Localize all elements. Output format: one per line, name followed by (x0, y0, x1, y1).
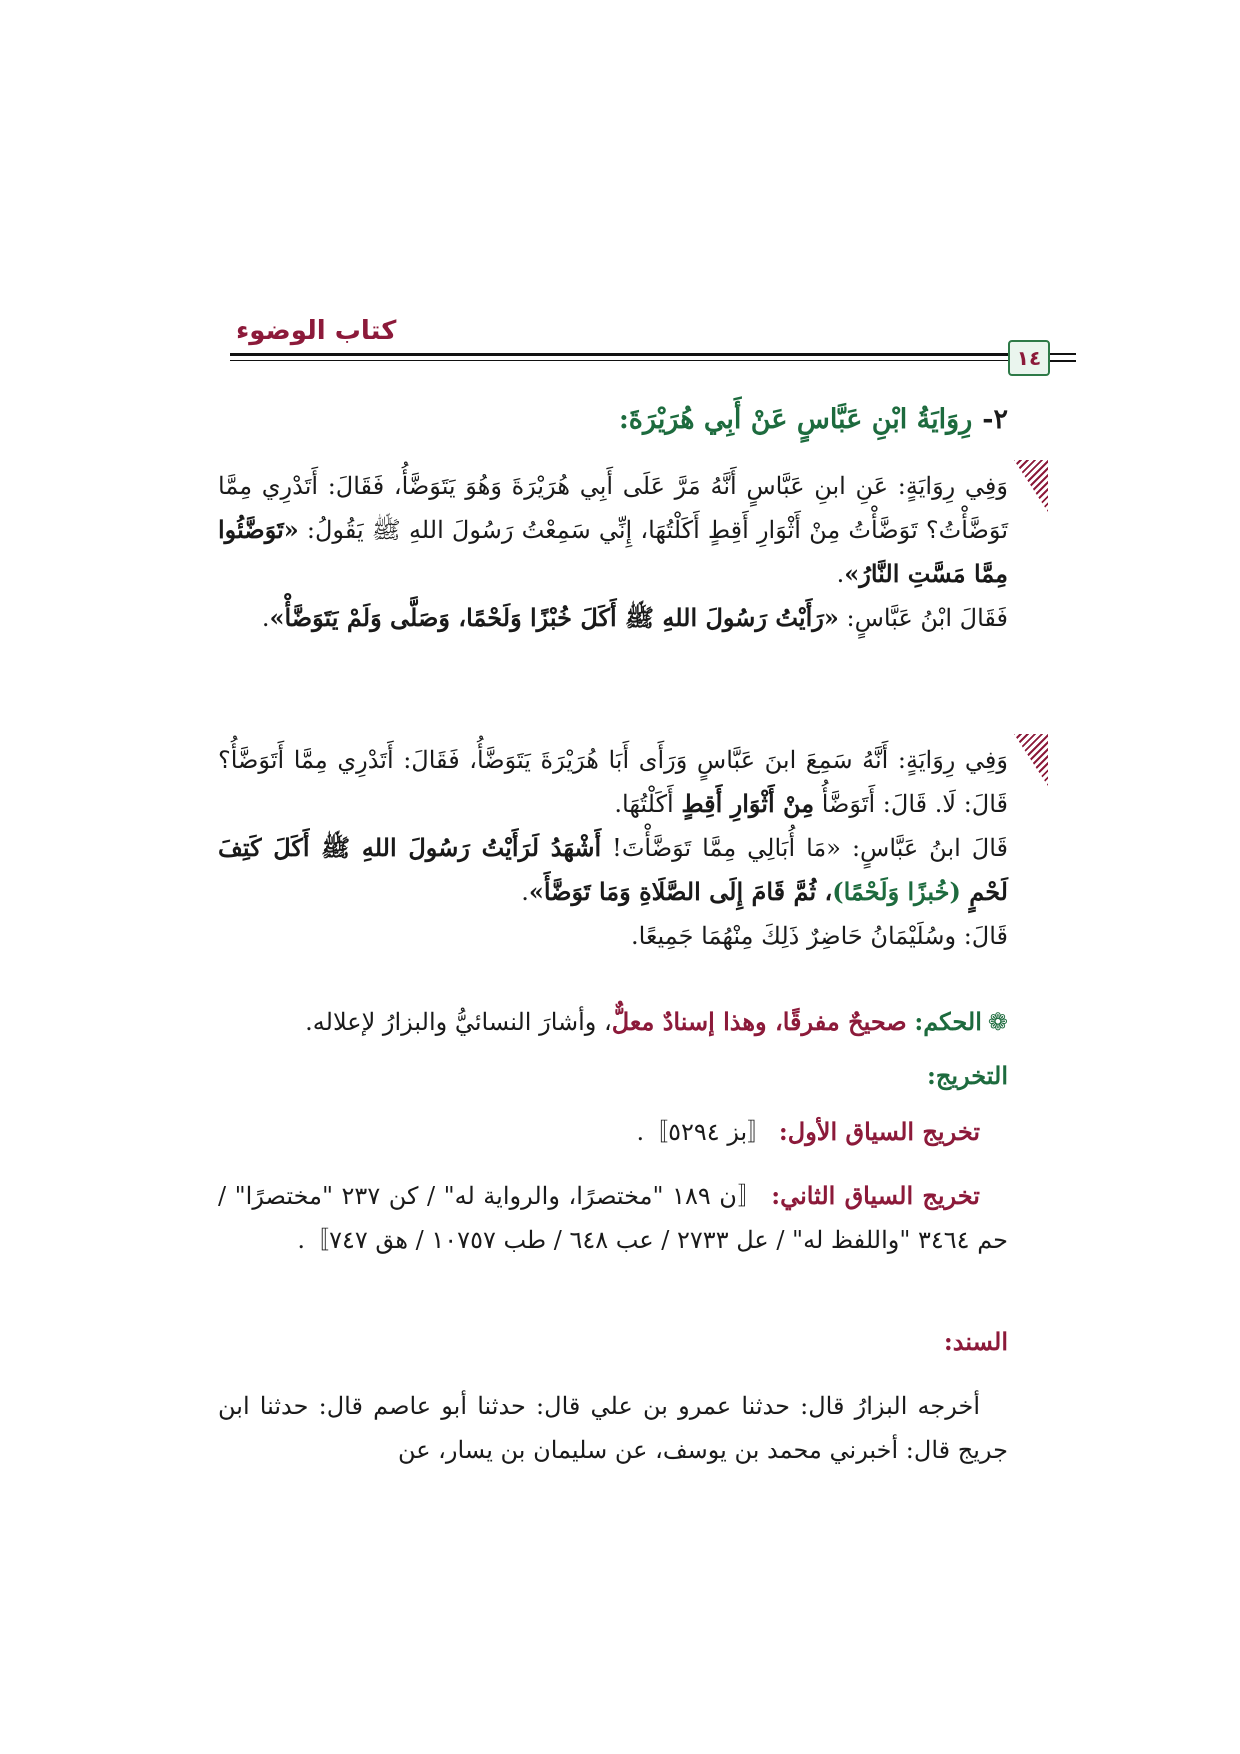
takhrij-heading: التخريج: (927, 1061, 1008, 1090)
narration-2-variant-reading: (خُبزًا وَلَحْمًا) (832, 877, 961, 906)
narration-2-bold-phrase: مِنْ أَثْوَارِ أَقِطٍ (681, 789, 815, 818)
narration-1-period: . (836, 560, 845, 588)
narration-2-text: وَفِي رِوَايَةٍ: أَنَّهُ سَمِعَ ابنَ عَبَّاسٍ وَرَأَى أَبَا هُرَيْرَةَ يَتَوَضَّأُ، فَقَالَ: أَتَدْرِي مِمَّا أَتَوَضَّأُ؟ قَالَ: لَا. قَالَ: أَتَوَضَّأُ (218, 746, 1008, 818)
narration-block-2 (218, 738, 1008, 958)
takhrij-second-text: 〚ن ١٨٩ "مختصرًا، والرواية له" / كن ٢٣٧ "مختصرًا" / حم ٣٤٦٤ "واللفظ له" / عل ٢٧٣٣ / عب ٦٤٨ / طب ١٠٧٥٧ / هق ٧٤٧〛. (218, 1182, 1008, 1254)
section-title: رِوَايَةُ ابْنِ عَبَّاسٍ عَنْ أَبِي هُرَيْرَةَ: (618, 404, 973, 435)
ruling-label: الحكم: (914, 1007, 982, 1036)
narration-2-quote-bold-end: ، ثُمَّ قَامَ إِلَى الصَّلَاةِ وَمَا تَوَضَّأَ» (528, 877, 833, 906)
sanad-block (218, 1384, 1008, 1472)
narration-2-quote-start: قَالَ ابنُ عَبَّاسٍ: «مَا أُبَالِي مِمَّا تَوَضَّأْتَ! (601, 834, 1008, 862)
narration-2-paragraph-3: قَالَ: وسُلَيْمَانُ حَاضِرٌ ذَلِكَ مِنْهُمَا جَمِيعًا. (631, 922, 1008, 950)
narration-2-quote-bold: أَشْهَدُ لَرَأَيْتُ رَسُولَ اللهِ ﷺ أَكَلَ كَتِفَ لَحْمٍ (218, 833, 1008, 906)
running-header-book-title: كتاب الوضوء (236, 316, 397, 346)
narration-2-paragraph-2 (218, 826, 1008, 914)
narration-1-quote-2: «رَأَيْتُ رَسُولَ اللهِ ﷺ أَكَلَ خُبْزًا وَلَحْمًا، وَصَلَّى وَلَمْ يَتَوَضَّأْ» (269, 603, 839, 632)
section-heading (248, 404, 1008, 435)
header-rule-thick (230, 353, 1008, 356)
narration-1-text: وَفِي رِوَايَةٍ: عَنِ ابنِ عَبَّاسٍ أَنَّهُ مَرَّ عَلَى أَبِي هُرَيْرَةَ وَهُوَ يَتَوَضَّأُ، فَقَالَ: أَتَدْرِي مِمَّا تَوَضَّأْتُ؟ تَوَضَّأْتُ مِنْ أَثْوَارِ أَقِطٍ أَكَلْتُهَا، إِنِّي سَمِعْتُ رَسُولَ اللهِ ﷺ يَقُولُ: (218, 472, 1008, 544)
section-number: ٢- (982, 404, 1008, 435)
page-number: ١٤ (1008, 340, 1050, 376)
ruling-line (218, 1000, 1008, 1044)
narration-1-period-2: . (261, 604, 270, 632)
takhrij-first-text: 〚بز ٥٢٩٤〛. (636, 1118, 772, 1146)
narration-1-intro: فَقَالَ ابْنُ عَبَّاسٍ: (838, 604, 1008, 632)
sanad-heading-block (218, 1320, 1008, 1364)
header-rule-thin (230, 360, 1008, 361)
narration-2-paragraph-1 (218, 738, 1008, 826)
takhrij-second-label: تخريج السياق الثاني: (771, 1181, 980, 1210)
narration-block-1 (218, 464, 1008, 640)
ruling-text: ، وأشارَ النسائيُّ والبزارُ لإعلاله. (305, 1008, 612, 1036)
takhrij-second-block (218, 1174, 1008, 1262)
takhrij-first-block (218, 1110, 1008, 1154)
header-rule-right-bottom (1046, 360, 1076, 362)
takhrij-heading-block (218, 1054, 1008, 1098)
narration-2-text-end: أَكَلْتُهَا. (614, 790, 682, 818)
sanad-heading: السند: (943, 1327, 1008, 1356)
header-rule-right-top (1046, 353, 1076, 355)
narration-1-paragraph-1 (218, 464, 1008, 596)
sanad-text: أخرجه البزارُ قال: حدثنا عمرو بن علي قال: حدثنا أبو عاصم قال: حدثنا ابن جريج قال: أخبرني محمد بن يوسف، عن سليمان بن يسار، عن (218, 1392, 1008, 1464)
ruling-verdict: صحيحٌ مفرقًا، وهذا إسنادٌ معلٌّ (611, 1007, 907, 1036)
narration-1-quote: «تَوَضَّئُوا مِمَّا مَسَّتِ النَّارُ» (218, 515, 1008, 588)
narration-2-period: . (521, 878, 529, 906)
narration-corner-ornament-icon (1014, 734, 1048, 786)
takhrij-first-label: تخريج السياق الأول: (778, 1117, 980, 1146)
narration-1-paragraph-2 (218, 596, 1008, 640)
narration-corner-ornament-icon (1014, 460, 1048, 512)
flower-ornament-icon: ❁ (987, 1008, 1008, 1036)
